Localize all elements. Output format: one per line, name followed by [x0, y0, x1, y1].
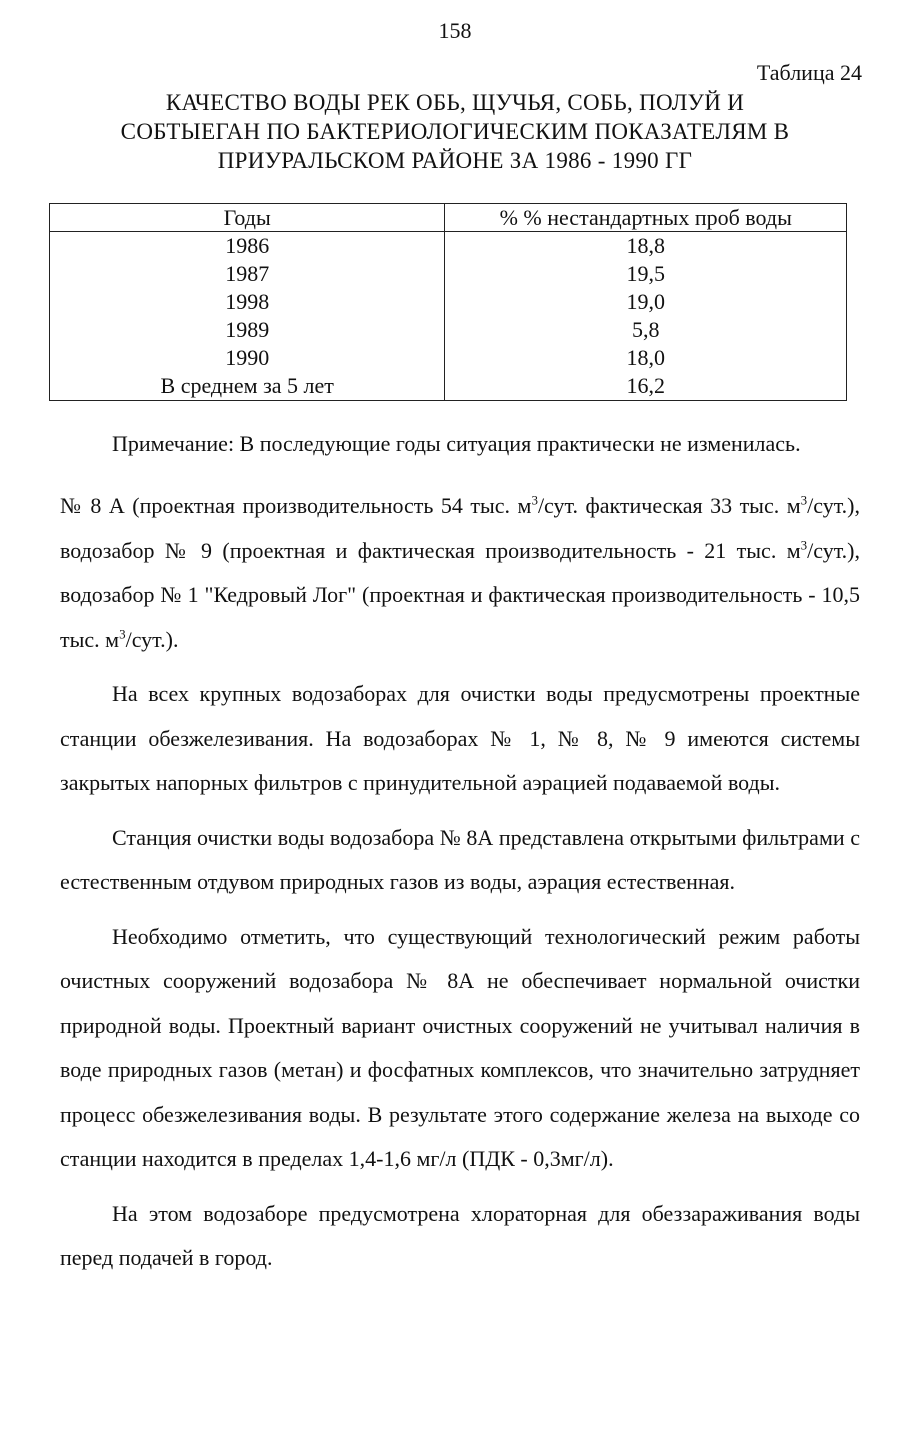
year-cell: 1990: [50, 344, 445, 372]
table-note: [60, 430, 860, 458]
paragraph-capacity: [60, 484, 860, 662]
table-header-row: [50, 204, 847, 232]
percent-cell: 5,8: [445, 316, 847, 344]
title-line: ПРИУРАЛЬСКОМ РАЙОНЕ ЗА 1986 - 1990 ГГ: [217, 148, 693, 173]
note-text: Примечание: В последующие годы ситуация практически не изменилась.: [112, 431, 801, 456]
title-line: КАЧЕСТВО ВОДЫ РЕК ОБЬ, ЩУЧЬЯ, СОБЬ, ПОЛУЙ И: [165, 90, 745, 115]
percent-cell: 19,0: [445, 288, 847, 316]
table-title: [60, 88, 850, 175]
superscript: 3: [800, 492, 808, 508]
table-row: [50, 288, 847, 316]
table-row: [50, 316, 847, 344]
paragraph-chlorination: На этом водозаборе предусмотрена хлораторная для обеззараживания воды перед подачей в город.: [60, 1200, 860, 1270]
paragraph-text: /сут.), водозабор № 9 (проектная и фактическая производительность - 21 тыс. м: [60, 493, 860, 563]
title-line: СОБТЫЕГАН ПО БАКТЕРИОЛОГИЧЕСКИМ ПОКАЗАТЕЛЯМ В: [120, 119, 790, 144]
superscript: 3: [800, 537, 808, 553]
percent-cell: 18,8: [445, 232, 847, 261]
average-value-cell: 16,2: [445, 372, 847, 401]
paragraph-station-8a: Станция очистки воды водозабора № 8А представлена открытыми фильтрами с естественным отдувом природных газов из воды, аэрация естественная.: [60, 824, 860, 894]
column-header-percent: % % нестандартных проб воды: [445, 204, 847, 232]
year-cell: 1989: [50, 316, 445, 344]
paragraph-text: /сут.), водозабор № 1 "Кедровый Лог" (проектная и фактическая производительность - 10,5 тыс. м: [60, 537, 860, 652]
paragraph-text: № 8 А (проектная производительность 54 тыс. м: [60, 493, 532, 518]
average-label-cell: В среднем за 5 лет: [50, 372, 445, 401]
table-row-average: [50, 372, 847, 401]
percent-cell: 19,5: [445, 260, 847, 288]
body-text: [60, 484, 860, 1281]
page-number: 158: [438, 18, 472, 43]
year-cell: 1987: [50, 260, 445, 288]
superscript: 3: [119, 626, 126, 642]
paragraph-treatment-issue: Необходимо отметить, что существующий технологический режим работы очистных сооружений водозабора № 8А не обеспечивает нормальной очистки природной воды. Проектный вариант очистных сооружений не учитывал наличия в воде природных газов (метан) и фосфатных комплексов, что значительно затрудняет процесс обезжелезивания воды. В результате этого содержание железа на выходе со станции находится в пределах 1,4-1,6 мг/л (ПДК - 0,3мг/л).: [60, 923, 860, 1171]
paragraph-stations: На всех крупных водозаборах для очистки воды предусмотрены проектные станции обезжелезивания. На водозаборах № 1, № 8, № 9 имеются системы закрытых напорных фильтров с принудительной аэрацией подаваемой воды.: [60, 681, 860, 795]
year-cell: 1986: [50, 232, 445, 261]
table-row: [50, 344, 847, 372]
paragraph-text: /сут. фактическая 33 тыс. м: [537, 493, 801, 518]
table-row: [50, 232, 847, 261]
paragraph-text: /сут.).: [125, 626, 179, 652]
percent-cell: 18,0: [445, 344, 847, 372]
column-header-years: Годы: [50, 204, 445, 232]
superscript: 3: [531, 492, 538, 508]
table-row: [50, 260, 847, 288]
water-quality-table: [49, 203, 847, 401]
table-label: Таблица 24: [756, 60, 862, 85]
year-cell: 1998: [50, 288, 445, 316]
